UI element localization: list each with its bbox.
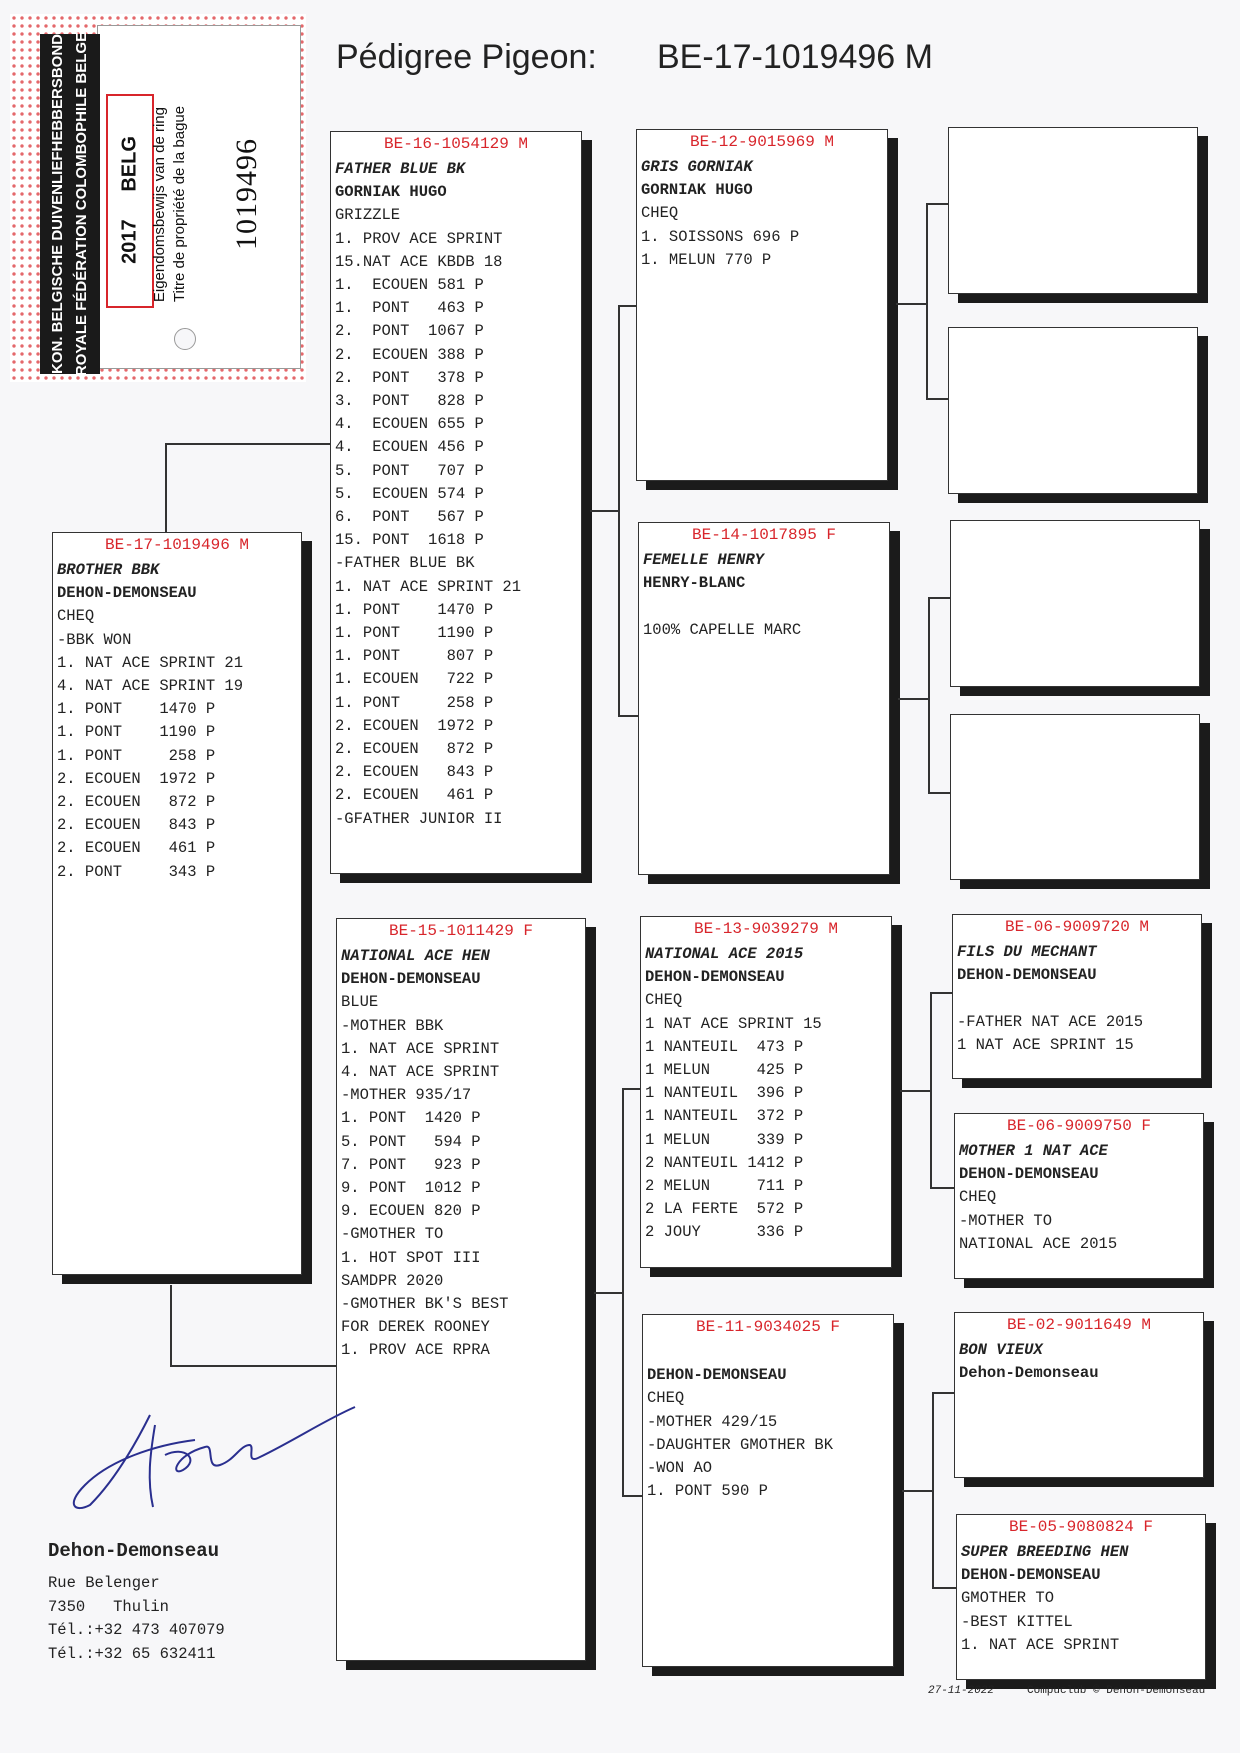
pigeon-result-line: -GMOTHER BK'S BEST xyxy=(341,1295,509,1314)
pigeon-result-line: 2. ECOUEN 872 P xyxy=(57,793,216,812)
card-ring-number: 1019496 xyxy=(230,138,263,250)
pigeon-result-line: -DAUGHTER GMOTHER BK xyxy=(647,1435,834,1454)
pigeon-result-line: 6. PONT 567 P xyxy=(335,508,484,527)
pigeon-result-line: 1. PONT 807 P xyxy=(335,647,494,666)
pigeon-breeder: Dehon-Demonseau xyxy=(959,1364,1099,1383)
pigeon-result-line: 1. ECOUEN 722 P xyxy=(335,670,494,689)
pigeon-result-line: 2. PONT 343 P xyxy=(57,862,216,881)
pigeon-result-line: 1. PONT 1190 P xyxy=(57,723,216,742)
pigeon-result-line: 1. PONT 1470 P xyxy=(335,600,494,619)
pigeon-breeder: GORNIAK HUGO xyxy=(641,181,753,200)
subject-ring-title: BE-17-1019496 M xyxy=(657,38,933,76)
pigeon-card-fm xyxy=(638,522,890,875)
pigeon-result-line: 2 NANTEUIL 1412 P xyxy=(645,1153,804,1172)
pigeon-result-line: 2. ECOUEN 843 P xyxy=(335,763,494,782)
pigeon-ring-number: BE-15-1011429 F xyxy=(388,922,534,940)
pigeon-name: BON VIEUX xyxy=(959,1341,1043,1359)
connector-line xyxy=(926,398,948,400)
pigeon-result-line: 1. PONT 1190 P xyxy=(335,624,494,643)
pigeon-ring-number: BE-12-9015969 M xyxy=(689,133,835,151)
connector-line xyxy=(928,792,950,794)
pigeon-card-mm xyxy=(642,1314,894,1667)
pigeon-result-line: 4. ECOUEN 456 P xyxy=(335,438,484,457)
card-title-nl: Eigendomsbewijs van de ring xyxy=(151,107,168,303)
connector-line xyxy=(896,303,926,305)
pigeon-name: BROTHER BBK xyxy=(57,561,160,579)
pigeon-result-line: 1. PONT 1470 P xyxy=(57,700,216,719)
pigeon-name: FEMELLE HENRY xyxy=(643,551,764,569)
pigeon-result-line: 5. PONT 594 P xyxy=(341,1132,481,1151)
card-country: BELG xyxy=(118,136,141,192)
connector-line xyxy=(618,305,620,716)
pigeon-name: NATIONAL ACE HEN xyxy=(341,947,490,965)
pigeon-result-line: 1 NANTEUIL 396 P xyxy=(645,1084,804,1103)
pigeon-result-line: 1. NAT ACE SPRINT 21 xyxy=(335,577,522,596)
pigeon-result-line: 1. SOISSONS 696 P xyxy=(641,227,800,246)
pigeon-result-line: 1. PONT 463 P xyxy=(335,299,484,318)
pigeon-breeder: DEHON-DEMONSEAU xyxy=(57,584,197,603)
pigeon-card-mother xyxy=(336,918,586,1661)
pigeon-result-line: CHEQ xyxy=(57,607,95,626)
pigeon-result-line: 1. PONT 590 P xyxy=(647,1482,768,1501)
pigeon-result-line: 9. PONT 1012 P xyxy=(341,1179,481,1198)
connector-line xyxy=(170,1285,172,1365)
pigeon-card-father xyxy=(330,131,582,874)
pigeon-ring-number: BE-06-9009720 M xyxy=(1004,918,1150,936)
connector-line xyxy=(622,1088,624,1496)
connector-line xyxy=(165,443,167,533)
pigeon-result-line: 2. ECOUEN 872 P xyxy=(335,740,494,759)
pigeon-result-line: CHEQ xyxy=(647,1389,685,1408)
pigeon-result-line: -GMOTHER TO xyxy=(341,1225,444,1244)
pigeon-result-line xyxy=(957,987,1197,1010)
pigeon-result-line: BLUE xyxy=(341,993,379,1012)
breeder-phone-2: Tél.:+32 65 632411 xyxy=(48,1644,216,1663)
pigeon-result-line: 4. NAT ACE SPRINT 19 xyxy=(57,677,244,696)
pigeon-result-line: 1. NAT ACE SPRINT xyxy=(961,1635,1120,1654)
pigeon-result-line: CHEQ xyxy=(959,1188,997,1207)
connector-line xyxy=(932,1392,954,1394)
pigeon-result-line: -MOTHER BBK xyxy=(341,1016,444,1035)
connector-line xyxy=(928,597,950,599)
pigeon-result-line: FOR DEREK ROONEY xyxy=(341,1318,490,1337)
card-title-fr: Titre de propriété de la bague xyxy=(171,105,188,303)
connector-line xyxy=(926,203,948,205)
pigeon-card-fmm xyxy=(950,714,1200,880)
pigeon-card-mmm xyxy=(956,1514,1206,1680)
pigeon-result-line: 1. HOT SPOT III xyxy=(341,1248,481,1267)
pigeon-result-line: 2 LA FERTE 572 P xyxy=(645,1200,804,1219)
pigeon-result-line: 2. ECOUEN 1972 P xyxy=(57,769,216,788)
pigeon-card-subject xyxy=(52,532,302,1275)
blank-line xyxy=(647,1341,889,1364)
pigeon-result-line: GMOTHER TO xyxy=(961,1589,1055,1608)
pigeon-result-line: 7. PONT 923 P xyxy=(341,1155,481,1174)
breeder-city: 7350 Thulin xyxy=(48,1597,169,1616)
breeder-name: Dehon-Demonseau xyxy=(48,1540,220,1562)
card-year-country xyxy=(119,136,142,264)
pigeon-breeder: DEHON-DEMONSEAU xyxy=(645,968,785,987)
pigeon-card-mmf xyxy=(954,1312,1204,1478)
pigeon-result-line: 1 NAT ACE SPRINT 15 xyxy=(957,1035,1134,1054)
card-federation-line2: ROYALE FÉDÉRATION COLOMBOPHILE BELGE xyxy=(73,31,90,377)
pigeon-ring-number: BE-11-9034025 F xyxy=(695,1318,841,1336)
pigeon-result-line: 1. PROV ACE SPRINT xyxy=(335,229,503,248)
breeder-street: Rue Belenger xyxy=(48,1574,160,1592)
pigeon-result-line: 3. PONT 828 P xyxy=(335,392,484,411)
pigeon-card-fff xyxy=(948,127,1198,294)
pigeon-result-line: GRIZZLE xyxy=(335,206,401,225)
connector-line xyxy=(618,305,636,307)
pigeon-name: FATHER BLUE BK xyxy=(335,160,466,178)
connector-line xyxy=(926,203,928,399)
pigeon-result-line: 9. ECOUEN 820 P xyxy=(341,1202,481,1221)
pigeon-ring-number: BE-05-9080824 F xyxy=(1008,1518,1154,1536)
pigeon-result-line: 2 MELUN 711 P xyxy=(645,1177,804,1196)
breeder-phone-1: Tél.:+32 473 407079 xyxy=(48,1621,225,1639)
connector-line xyxy=(622,1088,640,1090)
pigeon-result-line: 1 NAT ACE SPRINT 15 xyxy=(645,1014,822,1033)
card-federation-line1: KON. BELGISCHE DUIVENLIEFHEBBERSBOND xyxy=(49,33,66,375)
pigeon-result-line: 5. ECOUEN 574 P xyxy=(335,484,484,503)
pigeon-name: NATIONAL ACE 2015 xyxy=(645,945,804,963)
pigeon-result-line: 2. PONT 1067 P xyxy=(335,322,484,341)
pigeon-card-mfm xyxy=(954,1113,1204,1279)
pigeon-breeder: DEHON-DEMONSEAU xyxy=(959,1165,1099,1184)
pigeon-result-line: 1. PROV ACE RPRA xyxy=(341,1341,490,1360)
pigeon-result-line: 100% CAPELLE MARC xyxy=(643,620,802,639)
pigeon-card-mf xyxy=(640,916,892,1268)
connector-line xyxy=(898,698,928,700)
pigeon-result-line: SAMDPR 2020 xyxy=(341,1271,444,1290)
pigeon-ring-number: BE-13-9039279 M xyxy=(693,920,839,938)
pigeon-result-line: 15. PONT 1618 P xyxy=(335,531,484,550)
connector-line xyxy=(165,443,331,445)
pigeon-result-line: 2. ECOUEN 461 P xyxy=(57,839,216,858)
pigeon-ring-number: BE-17-1019496 M xyxy=(104,536,250,554)
pigeon-breeder: GORNIAK HUGO xyxy=(335,183,447,202)
pigeon-breeder: DEHON-DEMONSEAU xyxy=(961,1566,1101,1585)
connector-line xyxy=(902,1490,932,1492)
card-federation-text xyxy=(46,32,94,376)
pigeon-result-line: 2. PONT 378 P xyxy=(335,368,484,387)
connector-line xyxy=(900,1090,930,1092)
pigeon-result-line: 2. ECOUEN 388 P xyxy=(335,345,484,364)
pigeon-result-line: 1 NANTEUIL 372 P xyxy=(645,1107,804,1126)
pigeon-breeder: DEHON-DEMONSEAU xyxy=(341,970,481,989)
connector-line xyxy=(930,1187,954,1189)
pigeon-result-line: 2 JOUY 336 P xyxy=(645,1223,804,1242)
connector-line xyxy=(590,510,618,512)
print-date: 27-11-2022 xyxy=(928,1685,995,1697)
pigeon-name: MOTHER 1 NAT ACE xyxy=(959,1142,1108,1160)
pigeon-result-line: 2. ECOUEN 461 P xyxy=(335,786,494,805)
pigeon-result-line: 1 MELUN 425 P xyxy=(645,1061,804,1080)
connector-line xyxy=(928,597,930,793)
breeder-address-block xyxy=(48,1540,225,1666)
connector-line xyxy=(930,992,932,1188)
pigeon-result-line: -FATHER NAT ACE 2015 xyxy=(957,1012,1144,1031)
pigeon-result-line: 1 NANTEUIL 473 P xyxy=(645,1037,804,1056)
software-credit: Compuclub © Dehon-Demonseau xyxy=(1027,1685,1206,1697)
pigeon-ring-number: BE-06-9009750 F xyxy=(1006,1117,1152,1135)
pigeon-ring-number: BE-16-1054129 M xyxy=(383,135,529,153)
connector-line xyxy=(170,1365,336,1367)
pigeon-result-line: 2. ECOUEN 843 P xyxy=(57,816,216,835)
pigeon-result-line: 4. ECOUEN 655 P xyxy=(335,415,484,434)
pigeon-result-line: -MOTHER 429/15 xyxy=(647,1412,778,1431)
pigeon-ring-number: BE-14-1017895 F xyxy=(691,526,837,544)
pigeon-result-line: -BBK WON xyxy=(57,630,132,649)
pigeon-result-line: 2. ECOUEN 1972 P xyxy=(335,716,494,735)
pigeon-card-mff xyxy=(952,914,1202,1079)
connector-line xyxy=(594,1292,624,1294)
signature-image xyxy=(55,1385,365,1515)
pigeon-result-line: 1 MELUN 339 P xyxy=(645,1130,804,1149)
connector-line xyxy=(932,1392,934,1588)
pigeon-name: FILS DU MECHANT xyxy=(957,943,1097,961)
pigeon-card-ffm xyxy=(948,327,1198,494)
pigeon-name: GRIS GORNIAK xyxy=(641,158,753,176)
pigeon-result-line: 15.NAT ACE KBDB 18 xyxy=(335,252,503,271)
card-title-text xyxy=(150,106,190,302)
pigeon-result-line: -BEST KITTEL xyxy=(961,1612,1073,1631)
card-year: 2017 xyxy=(118,219,141,264)
pigeon-result-line: 1. PONT 258 P xyxy=(57,746,216,765)
pigeon-breeder: DEHON-DEMONSEAU xyxy=(647,1366,787,1385)
ring-ownership-card xyxy=(10,14,306,382)
pigeon-breeder: HENRY-BLANC xyxy=(643,574,746,593)
pigeon-result-line: -MOTHER TO xyxy=(959,1211,1053,1230)
pigeon-result-line: NATIONAL ACE 2015 xyxy=(959,1234,1118,1253)
pigeon-result-line: 1. PONT 258 P xyxy=(335,693,494,712)
pigeon-breeder: DEHON-DEMONSEAU xyxy=(957,966,1097,985)
pigeon-result-line: 1. NAT ACE SPRINT xyxy=(341,1039,500,1058)
card-punch-hole xyxy=(174,328,196,350)
connector-line xyxy=(930,992,952,994)
pigeon-result-line: CHEQ xyxy=(641,204,679,223)
pigeon-ring-number: BE-02-9011649 M xyxy=(1006,1316,1152,1334)
pigeon-result-line xyxy=(643,595,885,618)
pigeon-result-line: CHEQ xyxy=(645,991,683,1010)
pigeon-result-line: -FATHER BLUE BK xyxy=(335,554,475,573)
pigeon-result-line: 1. MELUN 770 P xyxy=(641,250,772,269)
pigeon-card-fmf xyxy=(950,520,1200,687)
pigeon-result-line: 4. NAT ACE SPRINT xyxy=(341,1063,500,1082)
connector-line xyxy=(932,1587,956,1589)
pigeon-name: SUPER BREEDING HEN xyxy=(961,1543,1129,1561)
pigeon-result-line: 5. PONT 707 P xyxy=(335,461,484,480)
pigeon-card-ff xyxy=(636,129,888,481)
pigeon-result-line: 1. PONT 1420 P xyxy=(341,1109,481,1128)
pigeon-result-line: 1. NAT ACE SPRINT 21 xyxy=(57,653,244,672)
connector-line xyxy=(622,1495,642,1497)
pigeon-result-line: -MOTHER 935/17 xyxy=(341,1086,472,1105)
pigeon-result-line: -GFATHER JUNIOR II xyxy=(335,809,503,828)
page-title: Pédigree Pigeon: xyxy=(336,38,597,76)
pigeon-result-line: 1. ECOUEN 581 P xyxy=(335,276,484,295)
pigeon-result-line: -WON AO xyxy=(647,1459,713,1478)
connector-line xyxy=(618,715,638,717)
